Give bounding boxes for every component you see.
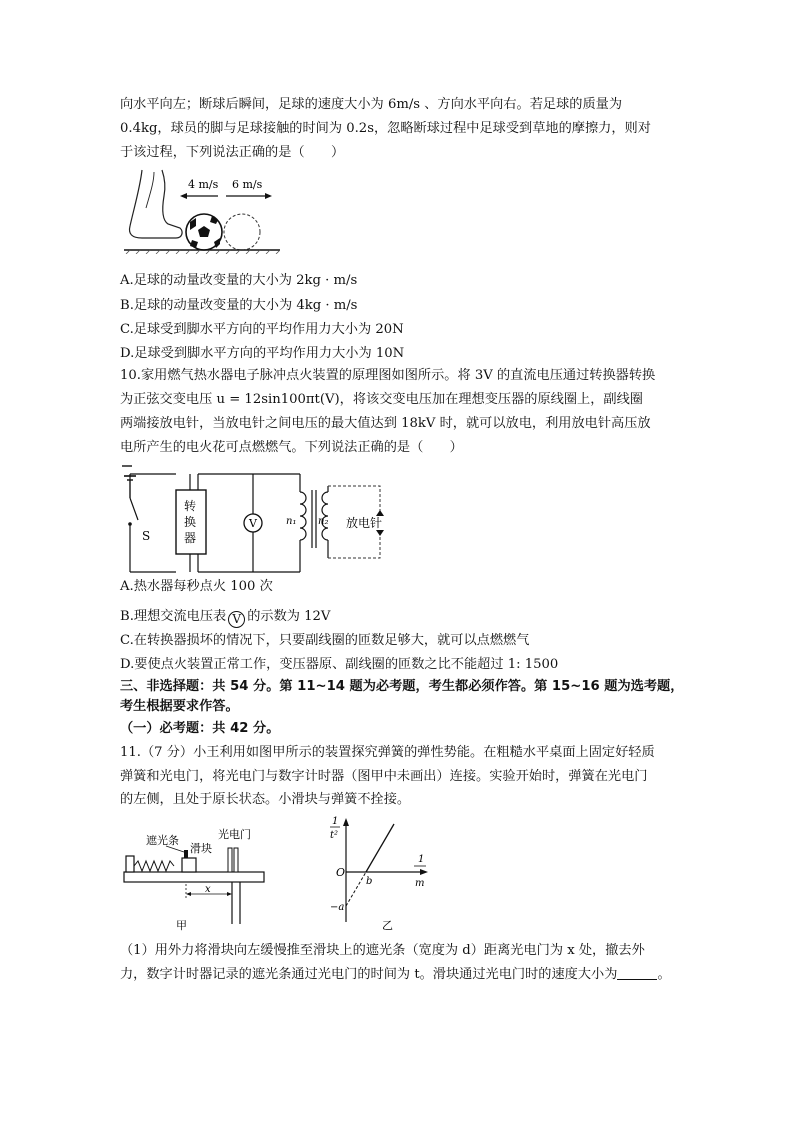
- q10-option-b-prefix: B.理想交流电压表: [120, 609, 227, 624]
- discharge-needle-label: 放电针: [346, 516, 383, 530]
- converter-label: 转换器: [184, 499, 197, 545]
- section3-heading-line-2: 考生根据要求作答。: [120, 699, 239, 714]
- x-axis-numerator: 1: [418, 854, 425, 865]
- graph-figure: [326, 812, 438, 936]
- q10-option-b-suffix: 的示数为 12V: [247, 609, 331, 624]
- q9-option-b: B.足球的动量改变量的大小为 4kg · m/s: [120, 298, 358, 313]
- q9-stem-line-2: 0.4kg，球员的脚与足球接触的时间为 0.2s，忽略断球过程中足球受到草地的摩擦力，则对: [120, 121, 651, 136]
- strip-label: 遮光条: [146, 834, 179, 847]
- figure-caption-jia: 甲: [176, 919, 187, 932]
- section3-subheading: （一）必考题：共 42 分。: [120, 721, 280, 736]
- q9-option-c: C.足球受到脚水平方向的平均作用力大小为 20N: [120, 322, 404, 337]
- voltmeter-label: V: [249, 517, 257, 530]
- figure-caption-yi: 乙: [382, 919, 393, 932]
- q10-stem-line-4: 电所产生的电火花可点燃燃气。下列说法正确的是（ ）: [120, 440, 463, 455]
- section3-heading-line-1: 三、非选择题：共 54 分。第 11~14 题为必考题，考生都必须作答。第 15~16 题为选考题，: [120, 679, 684, 694]
- origin-label: O: [336, 866, 346, 879]
- n1-label: n₁: [286, 516, 297, 527]
- y-axis-numerator: 1: [332, 816, 339, 827]
- q11-part1-end: 。: [657, 967, 671, 982]
- q10-stem-line-3: 两端接放电针，当放电针之间电压的最大值达到 18kV 时，就可以放电，利用放电针高压放: [120, 416, 651, 431]
- q11-stem-line-3: 的左侧，且处于原长状态。小滑块与弹簧不拴接。: [120, 792, 411, 807]
- n2-label: n₂: [318, 516, 329, 527]
- q10-option-d: D.要使点火装置正常工作，变压器原、副线圈的匝数之比不能超过 1: 1500: [120, 657, 559, 672]
- slider-label: 滑块: [190, 842, 212, 855]
- q10-stem-line-2: 为正弦交变电压 u = 12sin100πt(V)，将该交变电压加在理想变压器的原线圈上，副线圈: [120, 392, 643, 407]
- q9-option-a: A.足球的动量改变量的大小为 2kg · m/s: [120, 273, 358, 288]
- voltmeter-icon: V: [228, 611, 245, 628]
- spring-apparatus-figure: [120, 812, 270, 936]
- y-axis-denominator: t²: [330, 830, 339, 841]
- right-velocity-label: 6 m/s: [232, 178, 263, 191]
- q10-stem-line-1: 10.家用燃气热水器电子脉冲点火装置的原理图如图所示。将 3V 的直流电压通过转换器转换: [120, 368, 656, 383]
- q11-stem-line-1: 11.（7 分）小王利用如图甲所示的装置探究弹簧的弹性势能。在粗糙水平桌面上固定好轻质: [120, 745, 655, 760]
- switch-label: S: [142, 529, 151, 543]
- ignition-circuit-figure: [118, 462, 390, 584]
- q11-part1-line-1: （1）用外力将滑块向左缓慢推至滑块上的遮光条（宽度为 d）距离光电门为 x 处，撤去外: [120, 943, 645, 958]
- q9-stem-line-3: 于该过程，下列说法正确的是（ ）: [120, 145, 345, 160]
- q11-stem-line-2: 弹簧和光电门，将光电门与数字计时器（图甲中未画出）连接。实验开始时，弹簧在光电门: [120, 769, 648, 784]
- answer-blank[interactable]: [617, 967, 657, 980]
- soccer-figure: [120, 168, 280, 258]
- q10-option-c: C.在转换器损坏的情况下，只要副线圈的匝数足够大，就可以点燃燃气: [120, 633, 530, 648]
- q11-part1-line-2: [120, 966, 671, 984]
- q11-part1-text: 力，数字计时器记录的遮光条通过光电门的时间为 t。滑块通过光电门时的速度大小为: [120, 967, 618, 982]
- left-velocity-label: 4 m/s: [188, 178, 219, 191]
- q10-option-a: A.热水器每秒点火 100 次: [120, 579, 273, 594]
- q9-stem-line-1: 向水平向左；断球后瞬间，足球的速度大小为 6m/s 、方向水平向右。若足球的质量为: [120, 97, 623, 112]
- a-intercept-label: −a: [330, 902, 345, 913]
- q9-option-d: D.足球受到脚水平方向的平均作用力大小为 10N: [120, 346, 405, 361]
- x-distance-label: x: [205, 884, 211, 895]
- x-axis-denominator: m: [415, 878, 425, 889]
- gate-label: 光电门: [218, 828, 251, 841]
- q10-option-b: [120, 608, 330, 628]
- b-intercept-label: b: [366, 876, 373, 887]
